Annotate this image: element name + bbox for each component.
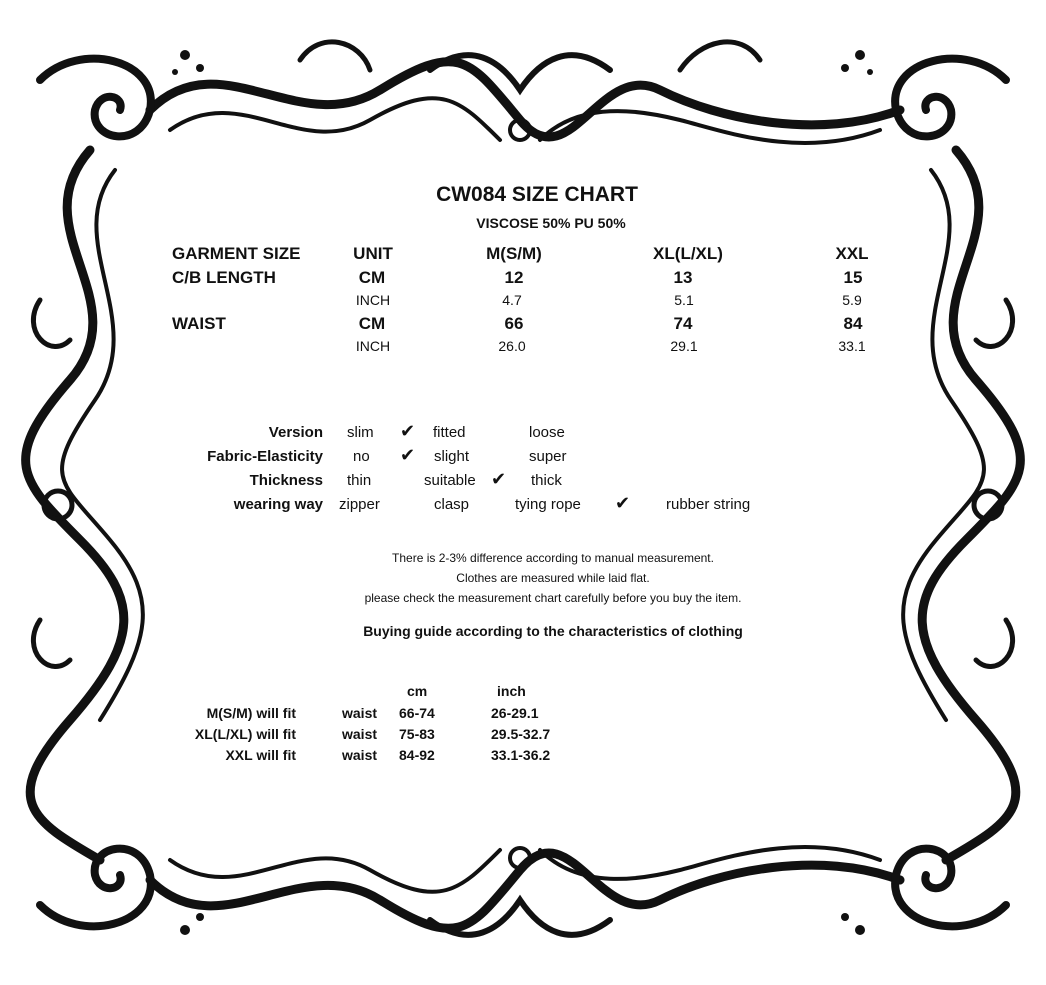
option-no: no — [353, 448, 370, 465]
header-unit: UNIT — [353, 244, 393, 263]
unit-cm: CM — [358, 268, 386, 287]
cb-length-xxl-inch: 5.9 — [842, 292, 862, 308]
page-title: CW084 SIZE CHART — [436, 183, 638, 206]
header-size-xl: XL(L/XL) — [653, 244, 723, 263]
note-line: There is 2-3% difference according to manual measurement. — [392, 551, 714, 565]
char-label-fabric-elasticity: Fabric-Elasticity — [207, 448, 323, 465]
check-icon: ✔ — [400, 421, 416, 441]
option-thin: thin — [347, 472, 372, 489]
guide-row-inch: 29.5-32.7 — [491, 726, 551, 742]
header-garment-size: GARMENT SIZE — [172, 244, 301, 263]
guide-row-cm: 66-74 — [399, 705, 435, 721]
option-super: super — [529, 448, 567, 465]
option-slim: slim — [347, 424, 374, 441]
cb-length-xl-cm: 13 — [673, 268, 693, 287]
waist-xxl-cm: 84 — [843, 314, 863, 333]
cb-length-xl-inch: 5.1 — [674, 292, 694, 308]
option-tying-rope: tying rope — [515, 496, 581, 513]
cb-length-xxl-cm: 15 — [843, 268, 863, 287]
guide-row-part: waist — [342, 747, 378, 763]
guide-row-label: XXL will fit — [225, 747, 296, 763]
cb-length-m-cm: 12 — [504, 268, 524, 287]
guide-row-inch: 26-29.1 — [491, 705, 539, 721]
option-slight: slight — [434, 448, 470, 465]
unit-inch: INCH — [355, 338, 391, 354]
header-size-m: M(S/M) — [486, 244, 542, 263]
guide-header-cm: cm — [407, 683, 428, 699]
row-label-waist: WAIST — [172, 314, 226, 333]
char-label-wearing-way: wearing way — [233, 496, 323, 513]
check-icon: ✔ — [615, 493, 631, 513]
unit-inch: INCH — [355, 292, 391, 308]
waist-xl-cm: 74 — [673, 314, 693, 333]
waist-xxl-inch: 33.1 — [838, 338, 866, 354]
waist-m-inch: 26.0 — [498, 338, 526, 354]
note-line: Clothes are measured while laid flat. — [456, 571, 650, 585]
header-size-xxl: XXL — [835, 244, 869, 263]
guide-row-label: XL(L/XL) will fit — [194, 726, 296, 742]
guide-header-inch: inch — [497, 683, 526, 699]
option-zipper: zipper — [339, 496, 380, 513]
buying-guide-title: Buying guide according to the characteristics of clothing — [363, 623, 743, 639]
check-icon: ✔ — [400, 445, 416, 465]
option-suitable: suitable — [424, 472, 476, 489]
waist-m-cm: 66 — [504, 314, 524, 333]
option-rubber-string: rubber string — [666, 496, 751, 513]
guide-row-label: M(S/M) will fit — [206, 705, 296, 721]
option-fitted: fitted — [433, 424, 466, 441]
char-label-thickness: Thickness — [249, 472, 323, 489]
check-icon: ✔ — [491, 469, 507, 489]
option-thick: thick — [531, 472, 562, 489]
guide-row-inch: 33.1-36.2 — [491, 747, 551, 763]
cb-length-m-inch: 4.7 — [502, 292, 522, 308]
material-composition: VISCOSE 50% PU 50% — [476, 215, 626, 231]
row-label-cb-length: C/B LENGTH — [172, 268, 276, 287]
option-loose: loose — [529, 424, 565, 441]
guide-row-cm: 84-92 — [399, 747, 435, 763]
note-line: please check the measurement chart carefully before you buy the item. — [364, 591, 742, 605]
waist-xl-inch: 29.1 — [670, 338, 698, 354]
char-label-version: Version — [268, 424, 323, 441]
guide-row-part: waist — [342, 726, 378, 742]
option-clasp: clasp — [434, 496, 470, 513]
guide-row-cm: 75-83 — [399, 726, 435, 742]
guide-row-part: waist — [342, 705, 378, 721]
unit-cm: CM — [358, 314, 386, 333]
